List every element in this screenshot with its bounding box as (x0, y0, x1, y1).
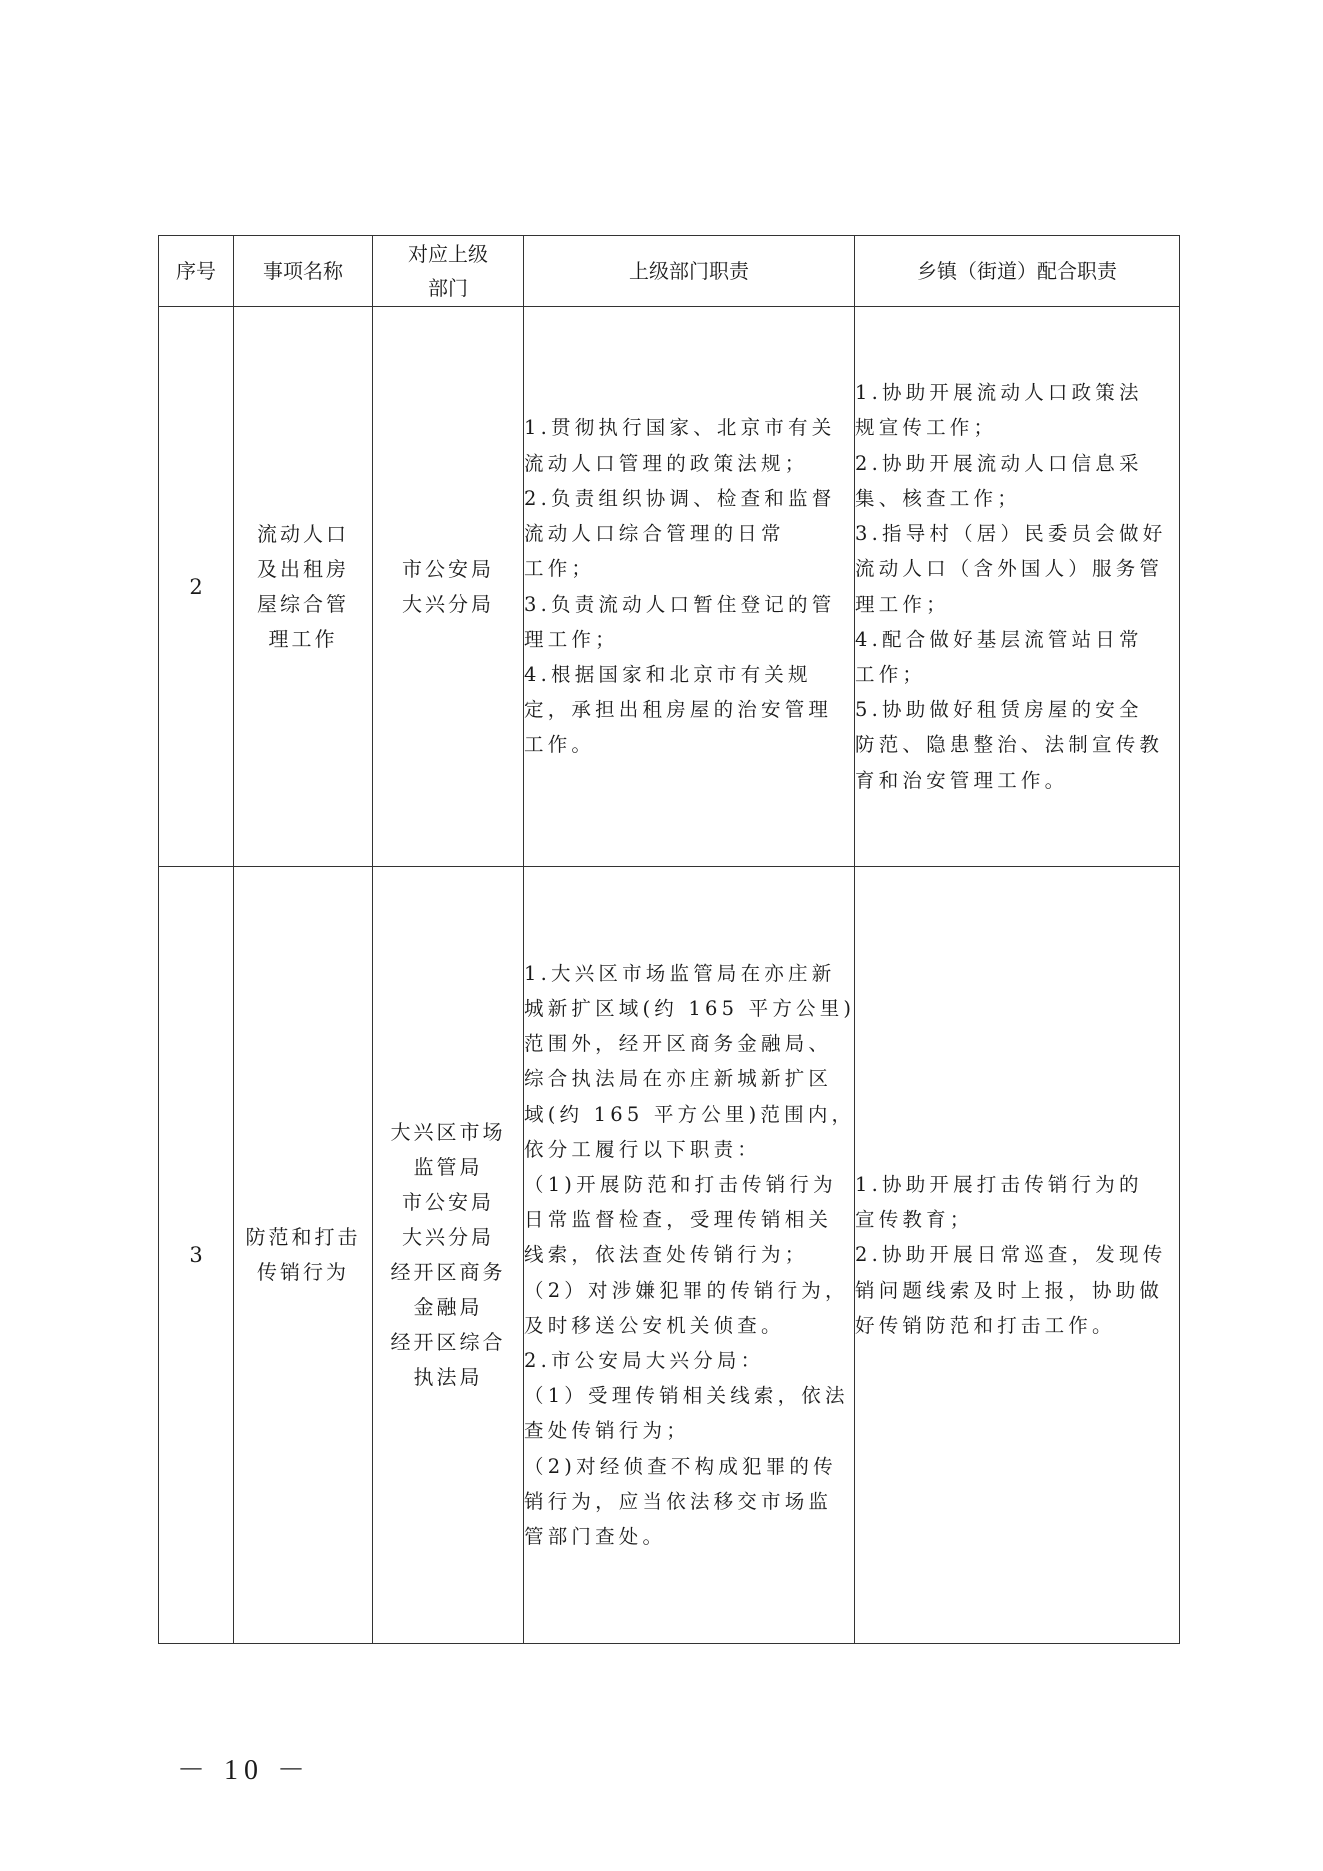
item-name-line: 屋综合管 (257, 591, 349, 616)
duty-line: 及时移送公安机关侦查。 (524, 1313, 785, 1337)
duty-line: 城新扩区域(约 165 平方公里) (524, 996, 856, 1020)
row-superior-dept (373, 307, 524, 867)
duty-line: 销行为，应当依法移交市场监 (524, 1489, 833, 1513)
page-number: － 10 － (177, 1755, 312, 1786)
duty-line: （2)对经侦查不构成犯罪的传 (524, 1454, 837, 1478)
duty-line: 规宣传工作； (855, 416, 998, 440)
duty-line: 育和治安管理工作。 (855, 768, 1069, 792)
dept-line: 大兴分局 (402, 1225, 494, 1249)
dept-line: 监管局 (413, 1155, 483, 1179)
header-index: 序号 (159, 236, 234, 307)
header-superior-dept (373, 236, 524, 307)
item-name-line: 流动人口 (257, 521, 349, 546)
duty-line: 定，承担出租房屋的治安管理 (524, 698, 833, 722)
header-superior-dept-line1: 对应上级 (408, 242, 488, 266)
duty-line: 防范、隐患整治、法制宣传教 (855, 733, 1164, 757)
duty-line: 2.协助开展流动人口信息采 (855, 451, 1143, 475)
table-row (159, 307, 1180, 867)
item-name-line: 及出租房 (257, 556, 349, 581)
duty-line: 流动人口管理的政策法规； (524, 451, 809, 475)
duty-line: 综合执法局在亦庄新城新扩区 (524, 1067, 833, 1091)
responsibility-table (158, 235, 1180, 1644)
row-superior-dept (373, 867, 524, 1644)
row-superior-duty (524, 307, 855, 867)
header-item-name: 事项名称 (234, 236, 373, 307)
duty-line: （1)开展防范和打击传销行为 (524, 1172, 837, 1196)
duty-line: 工作； (524, 557, 596, 581)
duty-line: 4.配合做好基层流管站日常 (855, 627, 1143, 651)
duty-line: 理工作； (855, 592, 950, 616)
duty-line: 1.贯彻执行国家、北京市有关 (524, 416, 836, 440)
duty-line: 查处传销行为； (524, 1419, 690, 1443)
item-name-line: 理工作 (268, 626, 338, 651)
item-name-line: 传销行为 (257, 1260, 349, 1284)
duty-line: 域(约 165 平方公里)范围内， (524, 1102, 856, 1126)
duty-line: 流动人口综合管理的日常 (524, 522, 785, 546)
duty-line: 销问题线索及时上报，协助做 (855, 1278, 1164, 1302)
duty-line: 日常监督检查，受理传销相关 (524, 1208, 833, 1232)
dept-line: 执法局 (413, 1365, 483, 1389)
duty-line: 线索，依法查处传销行为； (524, 1243, 809, 1267)
row-item-name (234, 307, 373, 867)
duty-line: 1.大兴区市场监管局在亦庄新 (524, 961, 836, 985)
row-township-duty (855, 867, 1180, 1644)
item-name-line: 防范和打击 (245, 1225, 361, 1249)
duty-line: 3.负责流动人口暂住登记的管 (524, 592, 836, 616)
duty-line: 4.根据国家和北京市有关规 (524, 662, 812, 686)
duty-line: 工作。 (524, 733, 596, 757)
duty-line: 5.协助做好租赁房屋的安全 (855, 698, 1143, 722)
dept-line: 金融局 (413, 1295, 483, 1319)
duty-line: 1.协助开展流动人口政策法 (855, 381, 1143, 405)
duty-line: 工作； (855, 662, 927, 686)
duty-line: （1）受理传销相关线索，依法 (524, 1384, 849, 1408)
duty-line: 宣传教育； (855, 1208, 974, 1232)
duty-line: 范围外，经开区商务金融局、 (524, 1032, 833, 1056)
dept-line: 经开区综合 (390, 1330, 506, 1354)
header-superior-dept-line2: 部门 (428, 276, 468, 300)
dept-line: 市公安局 (402, 1190, 494, 1214)
row-superior-duty (524, 867, 855, 1644)
duty-line: 流动人口（含外国人）服务管 (855, 557, 1164, 581)
header-township-duty: 乡镇（街道）配合职责 (855, 236, 1180, 307)
dept-line: 经开区商务 (390, 1260, 506, 1284)
duty-line: 管部门查处。 (524, 1525, 667, 1549)
row-index: 2 (159, 307, 234, 867)
header-superior-duty: 上级部门职责 (524, 236, 855, 307)
dept-line: 大兴分局 (402, 591, 494, 616)
row-item-name (234, 867, 373, 1644)
duty-line: 2.协助开展日常巡查，发现传 (855, 1243, 1167, 1267)
duty-line: 2.市公安局大兴分局： (524, 1349, 765, 1372)
row-township-duty (855, 307, 1180, 867)
duty-line: 理工作； (524, 627, 619, 651)
row-index: 3 (159, 867, 234, 1644)
table-row (159, 867, 1180, 1644)
duty-line: 集、核查工作； (855, 486, 1021, 510)
duty-line: 3.指导村（居）民委员会做好 (855, 522, 1167, 546)
dept-line: 市公安局 (402, 556, 494, 581)
duty-line: 2.负责组织协调、检查和监督 (524, 486, 836, 510)
duty-line: 好传销防范和打击工作。 (855, 1313, 1116, 1337)
duty-line: 依分工履行以下职责： (524, 1137, 762, 1161)
duty-line: （2）对涉嫌犯罪的传销行为， (524, 1278, 849, 1302)
dept-line: 大兴区市场 (390, 1120, 506, 1144)
table-header-row (159, 236, 1180, 307)
duty-line: 1.协助开展打击传销行为的 (855, 1172, 1143, 1196)
